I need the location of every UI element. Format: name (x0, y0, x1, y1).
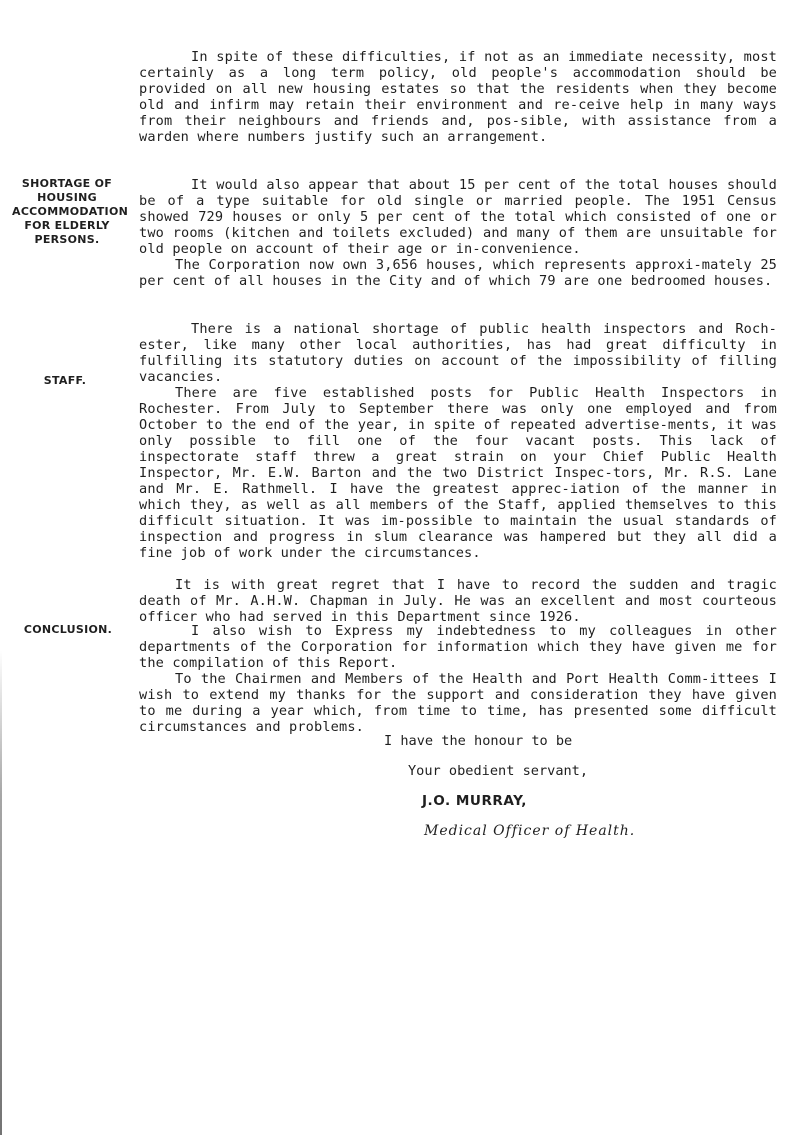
signature-title: Medical Officer of Health. (424, 823, 636, 839)
heading-conclusion: CONCLUSION. (23, 623, 113, 636)
scan-edge-shadow (0, 650, 2, 1135)
heading-shortage-housing: SHORTAGE OF HOUSING ACCOMMODATION FOR ELDERLY PERSONS. (12, 177, 129, 246)
signature-name: J.O. MURRAY, (422, 793, 527, 809)
paragraph-thanks-committees: To the Chairmen and Members of the Health and Port Health Comm-ittees I wish to extend my thanks for the support and consideration they have given to me during a year which, from time to time, has presented some difficult circumstances and problems. (139, 671, 777, 735)
paragraph-inspector-shortage: There is a national shortage of public health inspectors and Roch-ester, like many other local authorities, has had great difficulty in fulfilling its statutory duties on account of the impossibility of filling vacancies. (139, 321, 777, 385)
paragraph-housing-suitability: It would also appear that about 15 per cent of the total houses should be of a type suitable for old single or married people. The 1951 Census showed 729 houses or only 5 per cent of the total which consisted of one or two rooms (kitchen and toilets excluded) and many of them are unsuitable for old people on account of their age or in-convenience. (139, 177, 777, 257)
closing-servant: Your obedient servant, (408, 763, 589, 779)
paragraph-established-posts: There are five established posts for Public Health Inspectors in Rochester. From July to September there was only one employed and from October to the end of the year, in spite of repeated advertise-ments, it was only possible to fill one of the four vacant posts. This lack of inspectorate staff threw a great strain on your Chief Public Health Inspector, Mr. E.W. Barton and the two District Inspec-tors, Mr. R.S. Lane and Mr. E. Rathmell. I have the greatest apprec-iation of the manner in which they, as well as all members of the Staff, applied themselves to this difficult situation. It was im-possible to maintain the usual standards of inspection and progress in slum clearance was hampered but they all did a fine job of work under the circumstances. (139, 385, 777, 561)
paragraph-old-people-accommodation: In spite of these difficulties, if not as an immediate necessity, most certainly as a long term policy, old people's accommodation should be provided on all new housing estates so that the residents when they become old and infirm may retain their environment and re-ceive help in many ways from their neighbours and friends and, pos-sible, with assistance from a warden where numbers justify such an arrangement. (139, 49, 777, 145)
closing-honour: I have the honour to be (384, 733, 573, 749)
heading-staff: STAFF. (43, 374, 87, 387)
paragraph-corporation-houses: The Corporation now own 3,656 houses, which represents approxi-mately 25 per cent of all houses in the City and of which 79 are one bedroomed houses. (139, 257, 777, 289)
paragraph-indebtedness: I also wish to Express my indebtedness to my colleagues in other departments of the Corporation for information which they have given me for the compilation of this Report. (139, 623, 777, 671)
paragraph-chapman-death: It is with great regret that I have to record the sudden and tragic death of Mr. A.H.W. Chapman in July. He was an excellent and most courteous officer who had served in this Department since 1926. (139, 577, 777, 625)
